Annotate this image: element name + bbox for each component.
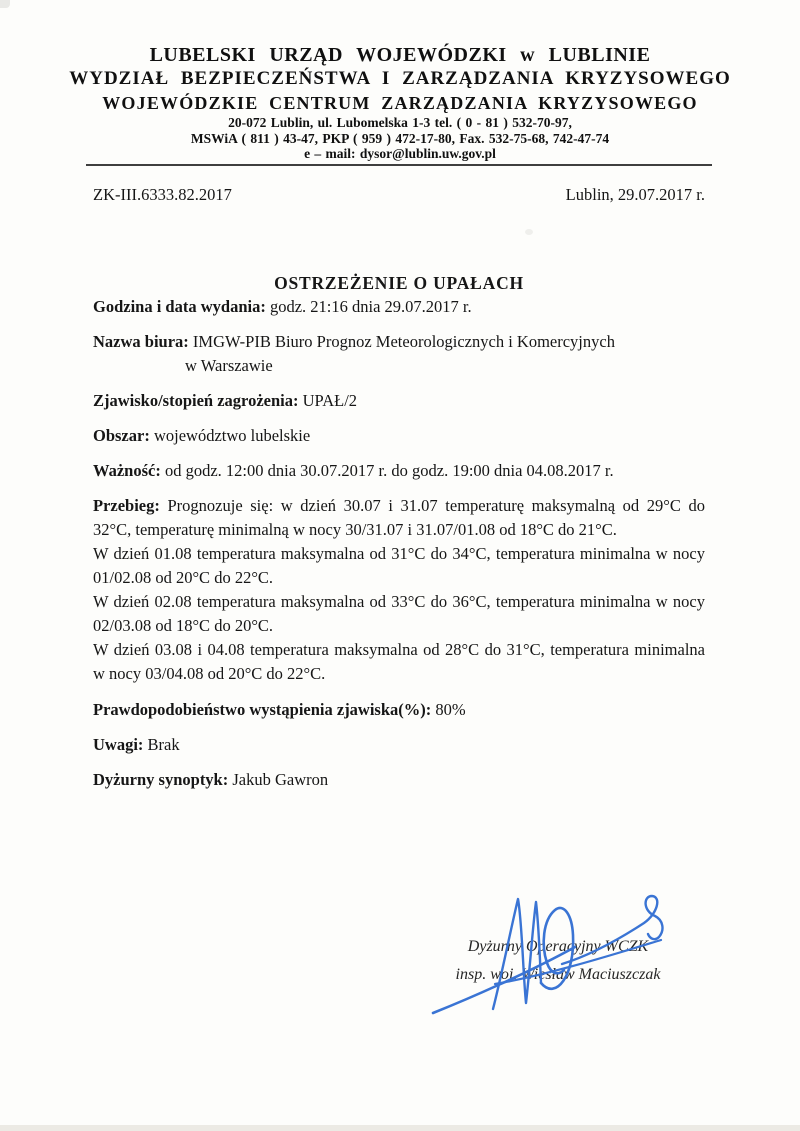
field-synoptic-label: Dyżurny synoptyk: <box>93 769 229 789</box>
reference-row <box>93 183 705 207</box>
field-synoptic <box>93 768 705 792</box>
field-phenomenon-label: Zjawisko/stopień zagrożenia: <box>93 390 299 410</box>
field-office-label: Nazwa biura: <box>93 331 189 351</box>
org-name-line2: WYDZIAŁ BEZPIECZEŃSTWA I ZARZĄDZANIA KRYZYSOWEGO <box>69 68 731 89</box>
org-name-line3: WOJEWÓDZKIE CENTRUM ZARZĄDZANIA KRYZYSOWEGO <box>102 93 698 113</box>
signature-block <box>438 933 678 989</box>
place-and-date: Lublin, 29.07.2017 r. <box>565 184 705 204</box>
scan-artifact-corner <box>0 0 10 8</box>
signature-name: insp. woj. Wiesław Maciuszczak <box>455 966 661 983</box>
field-course <box>93 494 705 542</box>
org-address-line: 20-072 Lublin, ul. Lubomelska 1-3 tel. ( 0 - 81 ) 532-70-97, <box>228 115 572 130</box>
field-area <box>93 424 705 448</box>
field-probability <box>93 698 705 722</box>
field-probability-value: 80% <box>435 699 466 719</box>
org-phone-line: MSWiA ( 811 ) 43-47, PKP ( 959 ) 472-17-80, Fax. 532-75-68, 742-47-74 <box>190 130 610 146</box>
field-course-par1: Prognozuje się: w dzień 30.07 i 31.07 temperaturę maksymalną od 29°C do 32°C, temperaturę minimalną w nocy 30/31.07 i 31.07/01.08 od 18°C do 21°C. <box>93 495 705 539</box>
field-course-par3: W dzień 02.08 temperatura maksymalna od 33°C do 36°C, temperatura minimalna w nocy 02/03.08 od 18°C do 20°C. <box>93 591 705 635</box>
org-email-line: e – mail: dysor@lublin.uw.gov.pl <box>304 146 496 161</box>
field-phenomenon <box>93 389 705 413</box>
field-validity <box>93 459 705 483</box>
signature-role: Dyżurny Operacyjny WCZK <box>467 938 649 955</box>
document-title: OSTRZEŻENIE O UPAŁACH <box>274 272 524 293</box>
field-course-label: Przebieg: <box>93 495 160 515</box>
field-remarks-value: Brak <box>147 734 180 754</box>
field-issued <box>93 295 705 319</box>
field-office <box>93 330 705 378</box>
scan-artifact-dot <box>525 229 533 235</box>
field-validity-label: Ważność: <box>93 460 161 480</box>
letterhead-divider <box>86 164 712 166</box>
field-validity-value: od godz. 12:00 dnia 30.07.2017 r. do godz. 19:00 dnia 04.08.2017 r. <box>164 460 614 480</box>
field-issued-value: godz. 21:16 dnia 29.07.2017 r. <box>269 296 472 316</box>
field-issued-label: Godzina i data wydania: <box>93 296 266 316</box>
field-phenomenon-value: UPAŁ/2 <box>302 390 358 410</box>
field-area-value: województwo lubelskie <box>153 425 311 445</box>
org-name-line1: LUBELSKI URZĄD WOJEWÓDZKI w LUBLINIE <box>149 44 651 66</box>
field-area-label: Obszar: <box>93 425 150 445</box>
document-body <box>93 183 705 792</box>
field-course-par4: W dzień 03.08 i 04.08 temperatura maksymalna od 28°C do 31°C, temperatura minimalna w nocy 03/04.08 od 20°C do 22°C. <box>93 639 705 683</box>
letterhead <box>0 0 800 162</box>
scan-artifact-bottom-shadow <box>0 1125 800 1131</box>
field-remarks-label: Uwagi: <box>93 734 144 754</box>
field-remarks <box>93 733 705 757</box>
field-office-value-line2: w Warszawie <box>185 355 273 375</box>
field-synoptic-value: Jakub Gawron <box>232 769 329 789</box>
field-probability-label: Prawdopodobieństwo wystąpienia zjawiska(%): <box>93 699 432 719</box>
field-office-value-line1: IMGW-PIB Biuro Prognoz Meteorologicznych i Komercyjnych <box>192 331 615 351</box>
field-course-par2: W dzień 01.08 temperatura maksymalna od 31°C do 34°C, temperatura minimalna w nocy 01/02.08 od 20°C do 22°C. <box>93 543 705 587</box>
case-number: ZK-III.6333.82.2017 <box>93 184 232 204</box>
